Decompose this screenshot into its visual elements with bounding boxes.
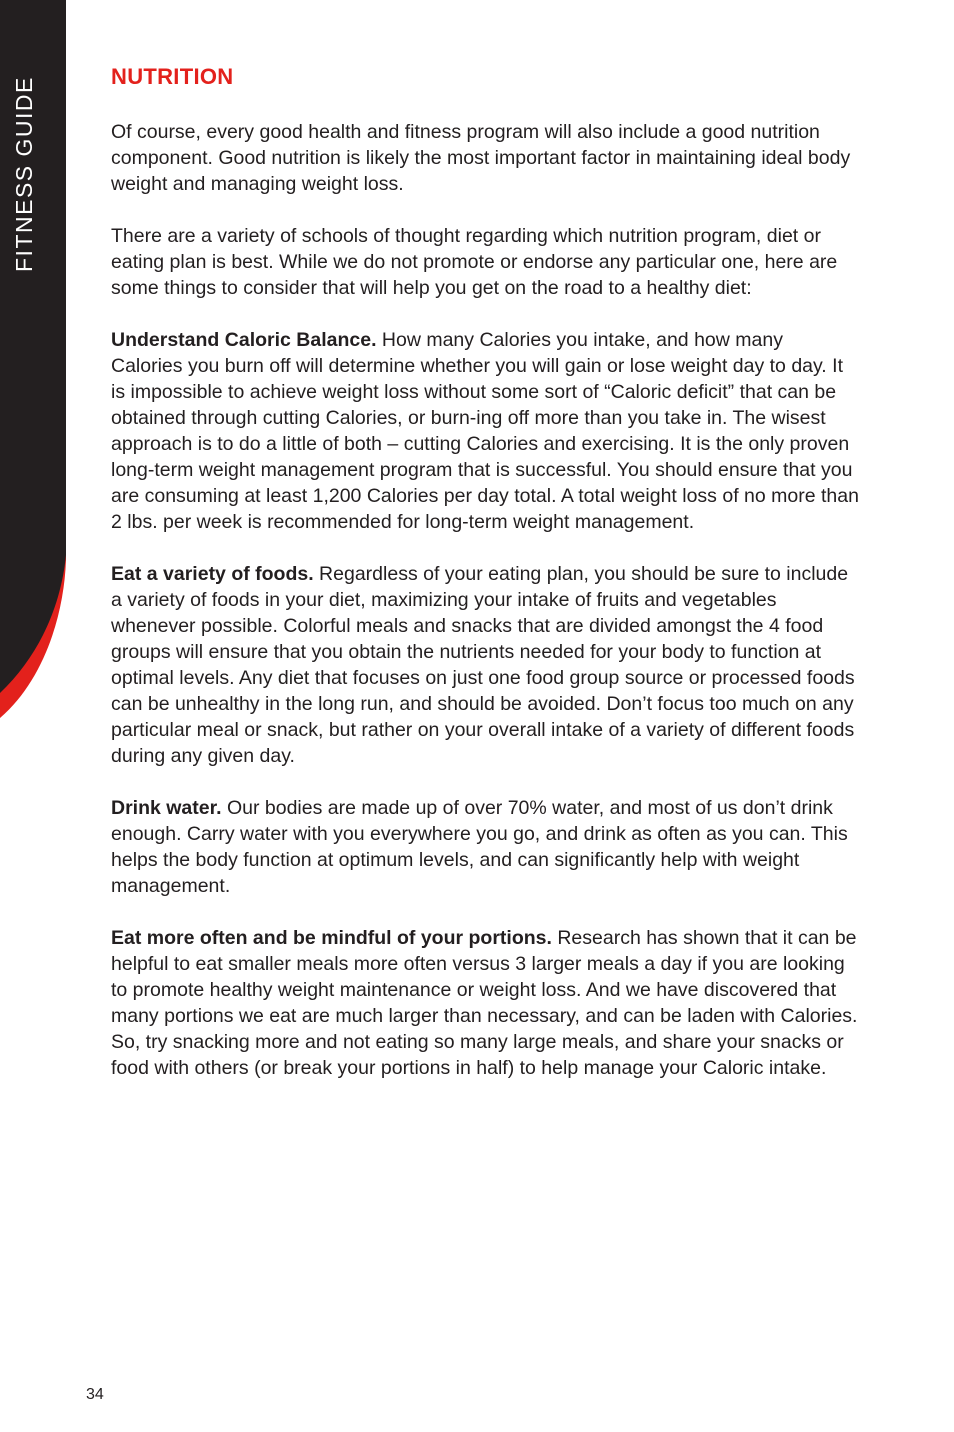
paragraph-text: Research has shown that it can be helpful to eat smaller meals more often versus 3 larger meals a day if you are looking to promote healthy weight maintenance or weight loss. And we have discovered that many portions we eat are much larger than necessary, and can be laden with Calories. So, try snacking more and not eating so many large meals, and share your snacks or food with others (or break your portions in half) to help manage your Caloric intake. [111,927,858,1079]
paragraph-text: There are a variety of schools of thought regarding which nutrition program, diet or eating plan is best. While we do not promote or endorse any particular one, here are some things to consider that will help you get on the road to a healthy diet: [111,225,838,299]
paragraph-lead: Drink water. [111,797,222,819]
paragraph-text: Of course, every good health and fitness program will also include a good nutrition component. Good nutrition is likely the most important factor in maintaining ideal body weight and managing weight loss. [111,121,851,195]
paragraph-caloric-balance [111,327,859,535]
paragraph-variety-of-foods [111,561,859,769]
page-number: 34 [86,1386,104,1403]
paragraph-text: How many Calories you intake, and how many Calories you burn off will determine whether you will gain or lose weight day to day. It is impossible to achieve weight loss without some sort of “Caloric deficit” that can be obtained through cutting Calories, or burn-ing off more than you take in. The wisest approach is to do a little of both – cutting Calories and exercising. It is the only proven long-term weight management program that is successful. You should ensure that you are consuming at least 1,200 Calories per day total. A total weight loss of no more than 2 lbs. per week is recommended for long-term weight management. [111,329,859,533]
paragraph-lead: Eat a variety of foods. [111,563,314,585]
paragraph-lead: Understand Caloric Balance. [111,329,377,351]
side-tab [0,0,66,720]
paragraph-text: Our bodies are made up of over 70% water, and most of us don’t drink enough. Carry water with you everywhere you go, and drink as often as you can. This helps the body function at optimum levels, and can significantly help with weight management. [111,797,848,897]
section-label: FITNESS GUIDE [11,76,37,272]
page-content [111,62,859,1107]
paragraph-text: Regardless of your eating plan, you should be sure to include a variety of foods in your diet, maximizing your intake of fruits and vegetables whenever possible. Colorful meals and snacks that are divided amongst the 4 food groups will ensure that you obtain the nutrients needed for your body to function at optimal levels. Any diet that focuses on just one food group source or processed foods can be unhealthy in the long run, and should be avoided. Don’t focus too much on any particular meal or snack, but rather on your overall intake of a variety of different foods during any given day. [111,563,855,767]
paragraph-drink-water [111,795,859,899]
paragraph-schools-of-thought [111,223,859,301]
paragraph-intro [111,119,859,197]
section-heading: NUTRITION [111,64,234,89]
paragraph-lead: Eat more often and be mindful of your portions. [111,927,552,949]
paragraph-portions [111,925,859,1081]
